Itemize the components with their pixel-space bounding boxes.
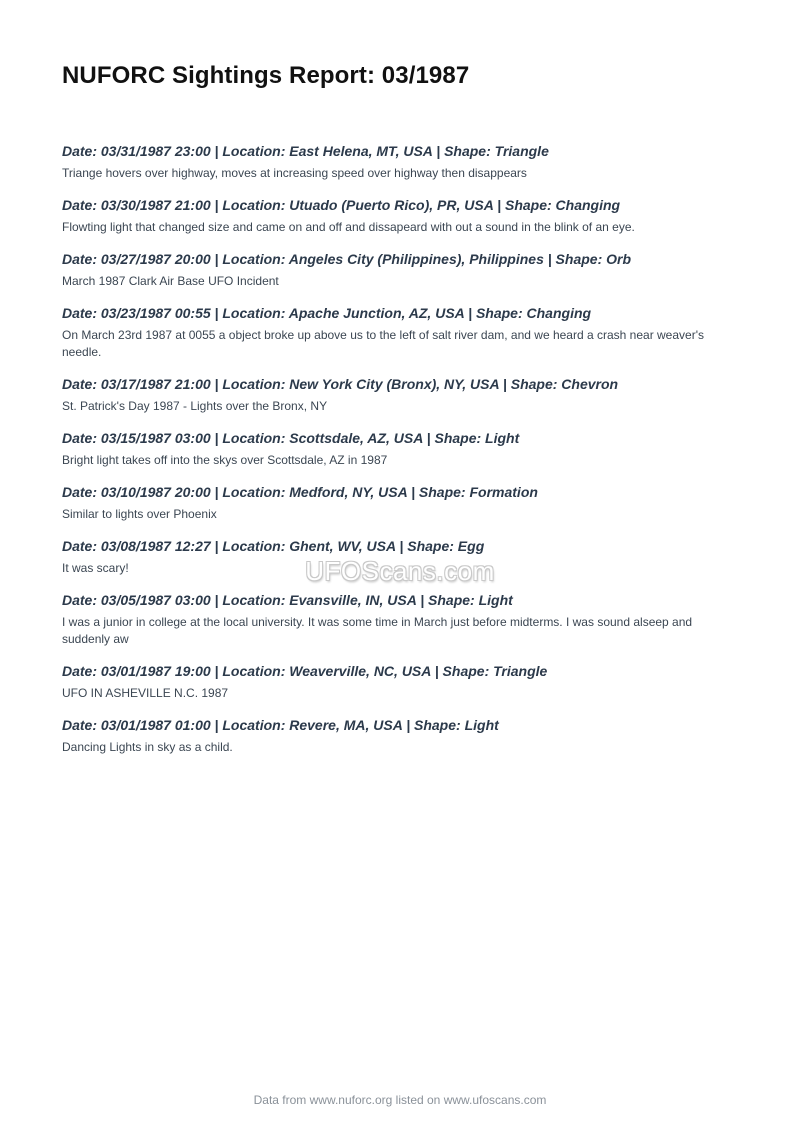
- list-item: [62, 717, 722, 756]
- entry-description: March 1987 Clark Air Base UFO Incident: [62, 274, 279, 288]
- entry-description: I was a junior in college at the local university. It was some time in March just before midterms. I was sound alseep and suddenly aw: [62, 615, 693, 646]
- list-item: [62, 592, 722, 648]
- entry-header: Date: 03/15/1987 03:00 | Location: Scottsdale, AZ, USA | Shape: Light: [62, 430, 520, 446]
- list-item: [62, 376, 722, 415]
- entry-header: Date: 03/27/1987 20:00 | Location: Angeles City (Philippines), Philippines | Shape: Orb: [62, 251, 632, 267]
- sightings-list: [62, 143, 722, 771]
- entry-header: Date: 03/17/1987 21:00 | Location: New York City (Bronx), NY, USA | Shape: Chevron: [62, 376, 619, 392]
- page-title: NUFORC Sightings Report: 03/1987: [62, 62, 470, 89]
- entry-header: Date: 03/01/1987 19:00 | Location: Weaverville, NC, USA | Shape: Triangle: [62, 663, 548, 679]
- list-item: [62, 663, 722, 702]
- list-item: [62, 197, 722, 236]
- entry-header: Date: 03/30/1987 21:00 | Location: Utuado (Puerto Rico), PR, USA | Shape: Changing: [62, 197, 621, 213]
- entry-description: St. Patrick's Day 1987 - Lights over the Bronx, NY: [62, 399, 328, 413]
- entry-description: Similar to lights over Phoenix: [62, 507, 217, 521]
- entry-header: Date: 03/05/1987 03:00 | Location: Evansville, IN, USA | Shape: Light: [62, 592, 513, 608]
- entry-header: Date: 03/08/1987 12:27 | Location: Ghent, WV, USA | Shape: Egg: [62, 538, 485, 554]
- entry-header: Date: 03/23/1987 00:55 | Location: Apache Junction, AZ, USA | Shape: Changing: [62, 305, 592, 321]
- entry-description: Flowting light that changed size and came on and off and dissapeard with out a sound in the blink of an eye.: [62, 220, 635, 234]
- list-item: [62, 251, 722, 290]
- entry-description: Bright light takes off into the skys over Scottsdale, AZ in 1987: [62, 453, 388, 467]
- list-item: [62, 484, 722, 523]
- entry-header: Date: 03/10/1987 20:00 | Location: Medford, NY, USA | Shape: Formation: [62, 484, 538, 500]
- entry-description: It was scary!: [62, 561, 129, 575]
- list-item: [62, 430, 722, 469]
- watermark: UFOScans.com: [305, 556, 495, 586]
- list-item: [62, 305, 722, 361]
- entry-description: Dancing Lights in sky as a child.: [62, 740, 233, 754]
- entry-header: Date: 03/31/1987 23:00 | Location: East Helena, MT, USA | Shape: Triangle: [62, 143, 549, 159]
- footer-credit: Data from www.nuforc.org listed on www.ufoscans.com: [253, 1093, 547, 1107]
- entry-description: Triange hovers over highway, moves at increasing speed over highway then disappears: [62, 166, 527, 180]
- list-item: [62, 143, 722, 182]
- entry-header: Date: 03/01/1987 01:00 | Location: Revere, MA, USA | Shape: Light: [62, 717, 499, 733]
- entry-description: UFO IN ASHEVILLE N.C. 1987: [62, 686, 229, 700]
- entry-description: On March 23rd 1987 at 0055 a object broke up above us to the left of salt river dam, and we heard a crash near weaver's needle.: [62, 328, 704, 359]
